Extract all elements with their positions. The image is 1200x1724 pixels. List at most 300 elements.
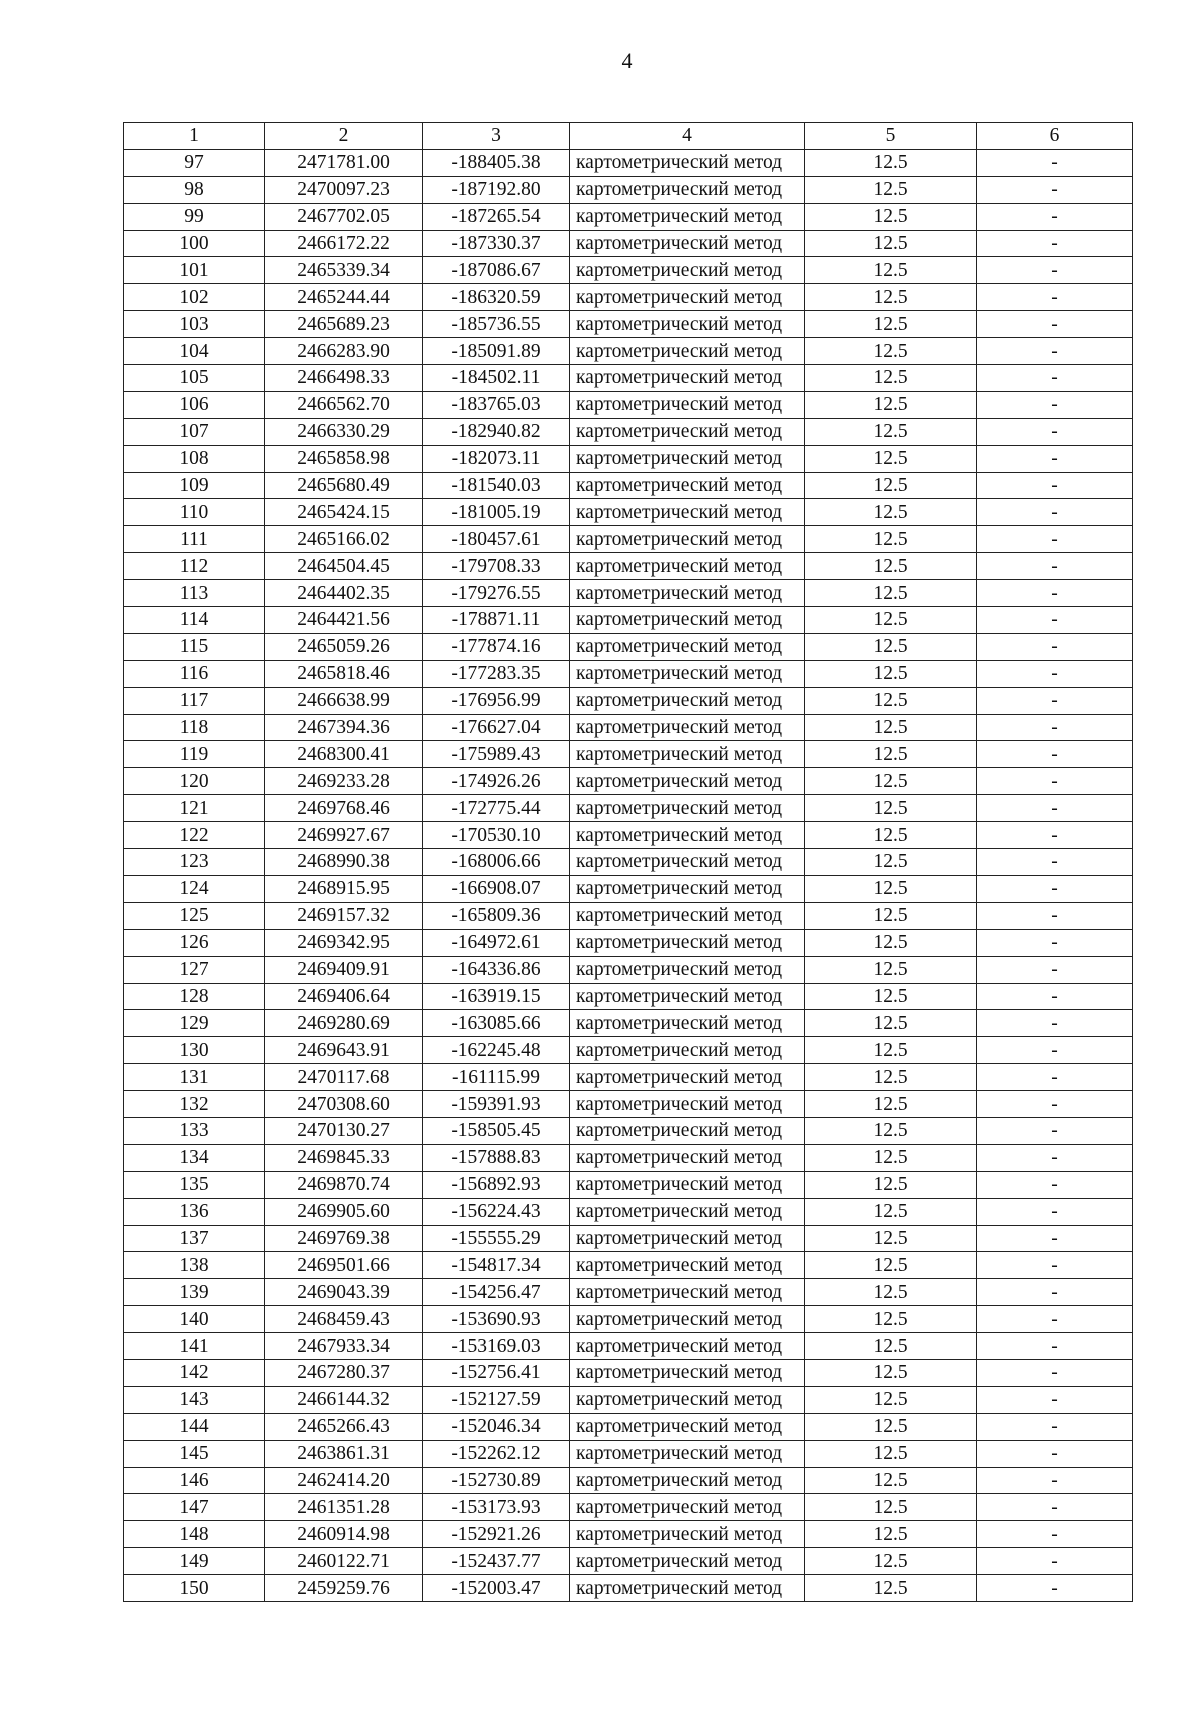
point-number-cell: 107 xyxy=(124,418,265,445)
accuracy-cell: 12.5 xyxy=(805,1494,977,1521)
method-cell: картометрический метод xyxy=(570,1440,805,1467)
accuracy-cell: 12.5 xyxy=(805,230,977,257)
x-coordinate-cell: 2466283.90 xyxy=(265,338,423,365)
description-cell: - xyxy=(977,230,1133,257)
table-row xyxy=(124,230,1133,257)
method-cell: картометрический метод xyxy=(570,1575,805,1602)
method-cell: картометрический метод xyxy=(570,902,805,929)
table-row xyxy=(124,1144,1133,1171)
y-coordinate-cell: -152003.47 xyxy=(423,1575,570,1602)
description-cell: - xyxy=(977,472,1133,499)
method-cell: картометрический метод xyxy=(570,1252,805,1279)
point-number-cell: 136 xyxy=(124,1198,265,1225)
method-cell: картометрический метод xyxy=(570,1306,805,1333)
description-cell: - xyxy=(977,1575,1133,1602)
table-row xyxy=(124,257,1133,284)
accuracy-cell: 12.5 xyxy=(805,311,977,338)
y-coordinate-cell: -158505.45 xyxy=(423,1117,570,1144)
method-cell: картометрический метод xyxy=(570,445,805,472)
table-row xyxy=(124,1010,1133,1037)
accuracy-cell: 12.5 xyxy=(805,1037,977,1064)
x-coordinate-cell: 2466638.99 xyxy=(265,687,423,714)
x-coordinate-cell: 2469769.38 xyxy=(265,1225,423,1252)
y-coordinate-cell: -154817.34 xyxy=(423,1252,570,1279)
x-coordinate-cell: 2466144.32 xyxy=(265,1386,423,1413)
accuracy-cell: 12.5 xyxy=(805,956,977,983)
y-coordinate-cell: -175989.43 xyxy=(423,741,570,768)
method-cell: картометрический метод xyxy=(570,149,805,176)
accuracy-cell: 12.5 xyxy=(805,365,977,392)
method-cell: картометрический метод xyxy=(570,1279,805,1306)
method-cell: картометрический метод xyxy=(570,607,805,634)
point-number-cell: 109 xyxy=(124,472,265,499)
point-number-cell: 147 xyxy=(124,1494,265,1521)
x-coordinate-cell: 2470308.60 xyxy=(265,1091,423,1118)
description-cell: - xyxy=(977,1064,1133,1091)
y-coordinate-cell: -181005.19 xyxy=(423,499,570,526)
x-coordinate-cell: 2460914.98 xyxy=(265,1521,423,1548)
description-cell: - xyxy=(977,1252,1133,1279)
accuracy-cell: 12.5 xyxy=(805,929,977,956)
y-coordinate-cell: -161115.99 xyxy=(423,1064,570,1091)
y-coordinate-cell: -177283.35 xyxy=(423,660,570,687)
point-number-cell: 118 xyxy=(124,714,265,741)
point-number-cell: 133 xyxy=(124,1117,265,1144)
description-cell: - xyxy=(977,553,1133,580)
x-coordinate-cell: 2465680.49 xyxy=(265,472,423,499)
method-cell: картометрический метод xyxy=(570,257,805,284)
accuracy-cell: 12.5 xyxy=(805,580,977,607)
accuracy-cell: 12.5 xyxy=(805,1144,977,1171)
y-coordinate-cell: -153169.03 xyxy=(423,1333,570,1360)
point-number-cell: 121 xyxy=(124,795,265,822)
x-coordinate-cell: 2469870.74 xyxy=(265,1171,423,1198)
accuracy-cell: 12.5 xyxy=(805,983,977,1010)
accuracy-cell: 12.5 xyxy=(805,875,977,902)
x-coordinate-cell: 2469043.39 xyxy=(265,1279,423,1306)
method-cell: картометрический метод xyxy=(570,1091,805,1118)
point-number-cell: 145 xyxy=(124,1440,265,1467)
x-coordinate-cell: 2464421.56 xyxy=(265,607,423,634)
y-coordinate-cell: -154256.47 xyxy=(423,1279,570,1306)
accuracy-cell: 12.5 xyxy=(805,553,977,580)
x-coordinate-cell: 2463861.31 xyxy=(265,1440,423,1467)
table-row xyxy=(124,1091,1133,1118)
description-cell: - xyxy=(977,418,1133,445)
description-cell: - xyxy=(977,741,1133,768)
table-row xyxy=(124,795,1133,822)
accuracy-cell: 12.5 xyxy=(805,1117,977,1144)
method-cell: картометрический метод xyxy=(570,1413,805,1440)
y-coordinate-cell: -152262.12 xyxy=(423,1440,570,1467)
description-cell: - xyxy=(977,1091,1133,1118)
y-coordinate-cell: -182073.11 xyxy=(423,445,570,472)
y-coordinate-cell: -163919.15 xyxy=(423,983,570,1010)
point-number-cell: 138 xyxy=(124,1252,265,1279)
y-coordinate-cell: -162245.48 xyxy=(423,1037,570,1064)
description-cell: - xyxy=(977,526,1133,553)
point-number-cell: 103 xyxy=(124,311,265,338)
method-cell: картометрический метод xyxy=(570,768,805,795)
method-cell: картометрический метод xyxy=(570,284,805,311)
x-coordinate-cell: 2464402.35 xyxy=(265,580,423,607)
description-cell: - xyxy=(977,929,1133,956)
table-row xyxy=(124,1037,1133,1064)
method-cell: картометрический метод xyxy=(570,176,805,203)
method-cell: картометрический метод xyxy=(570,1359,805,1386)
point-number-cell: 137 xyxy=(124,1225,265,1252)
accuracy-cell: 12.5 xyxy=(805,1252,977,1279)
page-number: 4 xyxy=(621,48,633,73)
method-cell: картометрический метод xyxy=(570,983,805,1010)
description-cell: - xyxy=(977,284,1133,311)
point-number-cell: 123 xyxy=(124,849,265,876)
method-cell: картометрический метод xyxy=(570,553,805,580)
description-cell: - xyxy=(977,983,1133,1010)
accuracy-cell: 12.5 xyxy=(805,902,977,929)
table-row xyxy=(124,1467,1133,1494)
x-coordinate-cell: 2469409.91 xyxy=(265,956,423,983)
method-cell: картометрический метод xyxy=(570,633,805,660)
table-row xyxy=(124,311,1133,338)
table-body xyxy=(124,149,1133,1601)
description-cell: - xyxy=(977,875,1133,902)
table-row xyxy=(124,1575,1133,1602)
description-cell: - xyxy=(977,956,1133,983)
table-row xyxy=(124,768,1133,795)
table-row xyxy=(124,1386,1133,1413)
y-coordinate-cell: -153173.93 xyxy=(423,1494,570,1521)
accuracy-cell: 12.5 xyxy=(805,1521,977,1548)
description-cell: - xyxy=(977,822,1133,849)
x-coordinate-cell: 2471781.00 xyxy=(265,149,423,176)
point-number-cell: 110 xyxy=(124,499,265,526)
method-cell: картометрический метод xyxy=(570,1117,805,1144)
method-cell: картометрический метод xyxy=(570,499,805,526)
description-cell: - xyxy=(977,499,1133,526)
y-coordinate-cell: -156224.43 xyxy=(423,1198,570,1225)
point-number-cell: 132 xyxy=(124,1091,265,1118)
description-cell: - xyxy=(977,1144,1133,1171)
x-coordinate-cell: 2465858.98 xyxy=(265,445,423,472)
description-cell: - xyxy=(977,338,1133,365)
accuracy-cell: 12.5 xyxy=(805,687,977,714)
description-cell: - xyxy=(977,687,1133,714)
table-row xyxy=(124,1171,1133,1198)
description-cell: - xyxy=(977,1117,1133,1144)
accuracy-cell: 12.5 xyxy=(805,1467,977,1494)
method-cell: картометрический метод xyxy=(570,741,805,768)
y-coordinate-cell: -165809.36 xyxy=(423,902,570,929)
x-coordinate-cell: 2469905.60 xyxy=(265,1198,423,1225)
y-coordinate-cell: -155555.29 xyxy=(423,1225,570,1252)
accuracy-cell: 12.5 xyxy=(805,418,977,445)
table-row xyxy=(124,929,1133,956)
column-header-2: 2 xyxy=(265,123,423,150)
accuracy-cell: 12.5 xyxy=(805,1198,977,1225)
accuracy-cell: 12.5 xyxy=(805,822,977,849)
point-number-cell: 101 xyxy=(124,257,265,284)
table-row xyxy=(124,149,1133,176)
y-coordinate-cell: -187086.67 xyxy=(423,257,570,284)
method-cell: картометрический метод xyxy=(570,1171,805,1198)
point-number-cell: 111 xyxy=(124,526,265,553)
point-number-cell: 120 xyxy=(124,768,265,795)
accuracy-cell: 12.5 xyxy=(805,499,977,526)
point-number-cell: 117 xyxy=(124,687,265,714)
x-coordinate-cell: 2469406.64 xyxy=(265,983,423,1010)
x-coordinate-cell: 2465166.02 xyxy=(265,526,423,553)
accuracy-cell: 12.5 xyxy=(805,391,977,418)
table-row xyxy=(124,1225,1133,1252)
point-number-cell: 134 xyxy=(124,1144,265,1171)
accuracy-cell: 12.5 xyxy=(805,1359,977,1386)
y-coordinate-cell: -187330.37 xyxy=(423,230,570,257)
description-cell: - xyxy=(977,1521,1133,1548)
method-cell: картометрический метод xyxy=(570,687,805,714)
description-cell: - xyxy=(977,176,1133,203)
method-cell: картометрический метод xyxy=(570,1386,805,1413)
accuracy-cell: 12.5 xyxy=(805,714,977,741)
y-coordinate-cell: -183765.03 xyxy=(423,391,570,418)
y-coordinate-cell: -187192.80 xyxy=(423,176,570,203)
y-coordinate-cell: -170530.10 xyxy=(423,822,570,849)
method-cell: картометрический метод xyxy=(570,1144,805,1171)
x-coordinate-cell: 2470117.68 xyxy=(265,1064,423,1091)
method-cell: картометрический метод xyxy=(570,849,805,876)
table-row xyxy=(124,1413,1133,1440)
point-number-cell: 105 xyxy=(124,365,265,392)
point-number-cell: 112 xyxy=(124,553,265,580)
point-number-cell: 99 xyxy=(124,203,265,230)
description-cell: - xyxy=(977,391,1133,418)
accuracy-cell: 12.5 xyxy=(805,1225,977,1252)
x-coordinate-cell: 2470130.27 xyxy=(265,1117,423,1144)
table-row xyxy=(124,956,1133,983)
point-number-cell: 102 xyxy=(124,284,265,311)
method-cell: картометрический метод xyxy=(570,472,805,499)
description-cell: - xyxy=(977,1010,1133,1037)
x-coordinate-cell: 2468990.38 xyxy=(265,849,423,876)
point-number-cell: 140 xyxy=(124,1306,265,1333)
point-number-cell: 108 xyxy=(124,445,265,472)
table-row xyxy=(124,660,1133,687)
accuracy-cell: 12.5 xyxy=(805,633,977,660)
point-number-cell: 144 xyxy=(124,1413,265,1440)
table-row xyxy=(124,1279,1133,1306)
method-cell: картометрический метод xyxy=(570,1037,805,1064)
y-coordinate-cell: -182940.82 xyxy=(423,418,570,445)
accuracy-cell: 12.5 xyxy=(805,1333,977,1360)
point-number-cell: 142 xyxy=(124,1359,265,1386)
method-cell: картометрический метод xyxy=(570,875,805,902)
description-cell: - xyxy=(977,365,1133,392)
x-coordinate-cell: 2462414.20 xyxy=(265,1467,423,1494)
y-coordinate-cell: -186320.59 xyxy=(423,284,570,311)
table-row xyxy=(124,391,1133,418)
x-coordinate-cell: 2469342.95 xyxy=(265,929,423,956)
y-coordinate-cell: -188405.38 xyxy=(423,149,570,176)
description-cell: - xyxy=(977,149,1133,176)
table-row xyxy=(124,849,1133,876)
description-cell: - xyxy=(977,607,1133,634)
method-cell: картометрический метод xyxy=(570,929,805,956)
x-coordinate-cell: 2467702.05 xyxy=(265,203,423,230)
accuracy-cell: 12.5 xyxy=(805,741,977,768)
table-row xyxy=(124,499,1133,526)
description-cell: - xyxy=(977,1171,1133,1198)
y-coordinate-cell: -174926.26 xyxy=(423,768,570,795)
table-row xyxy=(124,902,1133,929)
column-header-4: 4 xyxy=(570,123,805,150)
table-row xyxy=(124,1117,1133,1144)
description-cell: - xyxy=(977,633,1133,660)
accuracy-cell: 12.5 xyxy=(805,795,977,822)
description-cell: - xyxy=(977,1548,1133,1575)
accuracy-cell: 12.5 xyxy=(805,1575,977,1602)
accuracy-cell: 12.5 xyxy=(805,526,977,553)
point-number-cell: 115 xyxy=(124,633,265,660)
accuracy-cell: 12.5 xyxy=(805,607,977,634)
x-coordinate-cell: 2469157.32 xyxy=(265,902,423,929)
accuracy-cell: 12.5 xyxy=(805,660,977,687)
method-cell: картометрический метод xyxy=(570,1548,805,1575)
x-coordinate-cell: 2467933.34 xyxy=(265,1333,423,1360)
x-coordinate-cell: 2469768.46 xyxy=(265,795,423,822)
method-cell: картометрический метод xyxy=(570,1225,805,1252)
x-coordinate-cell: 2467394.36 xyxy=(265,714,423,741)
method-cell: картометрический метод xyxy=(570,338,805,365)
x-coordinate-cell: 2470097.23 xyxy=(265,176,423,203)
point-number-cell: 119 xyxy=(124,741,265,768)
table-row xyxy=(124,983,1133,1010)
x-coordinate-cell: 2465244.44 xyxy=(265,284,423,311)
y-coordinate-cell: -159391.93 xyxy=(423,1091,570,1118)
method-cell: картометрический метод xyxy=(570,1521,805,1548)
point-number-cell: 149 xyxy=(124,1548,265,1575)
accuracy-cell: 12.5 xyxy=(805,1548,977,1575)
y-coordinate-cell: -185736.55 xyxy=(423,311,570,338)
accuracy-cell: 12.5 xyxy=(805,1279,977,1306)
table-row xyxy=(124,1440,1133,1467)
method-cell: картометрический метод xyxy=(570,1198,805,1225)
y-coordinate-cell: -184502.11 xyxy=(423,365,570,392)
accuracy-cell: 12.5 xyxy=(805,1091,977,1118)
description-cell: - xyxy=(977,660,1133,687)
description-cell: - xyxy=(977,1413,1133,1440)
x-coordinate-cell: 2464504.45 xyxy=(265,553,423,580)
x-coordinate-cell: 2459259.76 xyxy=(265,1575,423,1602)
y-coordinate-cell: -166908.07 xyxy=(423,875,570,902)
table-row xyxy=(124,714,1133,741)
method-cell: картометрический метод xyxy=(570,391,805,418)
y-coordinate-cell: -157888.83 xyxy=(423,1144,570,1171)
description-cell: - xyxy=(977,203,1133,230)
y-coordinate-cell: -152730.89 xyxy=(423,1467,570,1494)
y-coordinate-cell: -179708.33 xyxy=(423,553,570,580)
method-cell: картометрический метод xyxy=(570,418,805,445)
x-coordinate-cell: 2469280.69 xyxy=(265,1010,423,1037)
y-coordinate-cell: -176627.04 xyxy=(423,714,570,741)
table-row xyxy=(124,338,1133,365)
x-coordinate-cell: 2465059.26 xyxy=(265,633,423,660)
method-cell: картометрический метод xyxy=(570,1064,805,1091)
description-cell: - xyxy=(977,1225,1133,1252)
method-cell: картометрический метод xyxy=(570,580,805,607)
method-cell: картометрический метод xyxy=(570,714,805,741)
accuracy-cell: 12.5 xyxy=(805,1306,977,1333)
point-number-cell: 104 xyxy=(124,338,265,365)
description-cell: - xyxy=(977,445,1133,472)
method-cell: картометрический метод xyxy=(570,822,805,849)
point-number-cell: 148 xyxy=(124,1521,265,1548)
x-coordinate-cell: 2468300.41 xyxy=(265,741,423,768)
y-coordinate-cell: -152127.59 xyxy=(423,1386,570,1413)
x-coordinate-cell: 2461351.28 xyxy=(265,1494,423,1521)
description-cell: - xyxy=(977,257,1133,284)
point-number-cell: 129 xyxy=(124,1010,265,1037)
table-row xyxy=(124,875,1133,902)
point-number-cell: 100 xyxy=(124,230,265,257)
x-coordinate-cell: 2466172.22 xyxy=(265,230,423,257)
description-cell: - xyxy=(977,902,1133,929)
x-coordinate-cell: 2460122.71 xyxy=(265,1548,423,1575)
y-coordinate-cell: -152437.77 xyxy=(423,1548,570,1575)
description-cell: - xyxy=(977,795,1133,822)
x-coordinate-cell: 2466498.33 xyxy=(265,365,423,392)
description-cell: - xyxy=(977,1037,1133,1064)
point-number-cell: 126 xyxy=(124,929,265,956)
table-row xyxy=(124,1548,1133,1575)
x-coordinate-cell: 2468459.43 xyxy=(265,1306,423,1333)
y-coordinate-cell: -187265.54 xyxy=(423,203,570,230)
point-number-cell: 113 xyxy=(124,580,265,607)
accuracy-cell: 12.5 xyxy=(805,338,977,365)
description-cell: - xyxy=(977,1359,1133,1386)
point-number-cell: 131 xyxy=(124,1064,265,1091)
y-coordinate-cell: -152756.41 xyxy=(423,1359,570,1386)
description-cell: - xyxy=(977,1467,1133,1494)
table-row xyxy=(124,607,1133,634)
column-header-3: 3 xyxy=(423,123,570,150)
y-coordinate-cell: -168006.66 xyxy=(423,849,570,876)
point-number-cell: 114 xyxy=(124,607,265,634)
point-number-cell: 125 xyxy=(124,902,265,929)
point-number-cell: 150 xyxy=(124,1575,265,1602)
table-row xyxy=(124,418,1133,445)
x-coordinate-cell: 2465339.34 xyxy=(265,257,423,284)
point-number-cell: 98 xyxy=(124,176,265,203)
table-header-row xyxy=(124,123,1133,150)
x-coordinate-cell: 2465266.43 xyxy=(265,1413,423,1440)
accuracy-cell: 12.5 xyxy=(805,1413,977,1440)
accuracy-cell: 12.5 xyxy=(805,203,977,230)
method-cell: картометрический метод xyxy=(570,230,805,257)
accuracy-cell: 12.5 xyxy=(805,849,977,876)
accuracy-cell: 12.5 xyxy=(805,768,977,795)
y-coordinate-cell: -181540.03 xyxy=(423,472,570,499)
description-cell: - xyxy=(977,1198,1133,1225)
point-number-cell: 128 xyxy=(124,983,265,1010)
method-cell: картометрический метод xyxy=(570,956,805,983)
x-coordinate-cell: 2469233.28 xyxy=(265,768,423,795)
table-row xyxy=(124,633,1133,660)
table-row xyxy=(124,365,1133,392)
point-number-cell: 116 xyxy=(124,660,265,687)
y-coordinate-cell: -180457.61 xyxy=(423,526,570,553)
point-number-cell: 106 xyxy=(124,391,265,418)
table-row xyxy=(124,1198,1133,1225)
